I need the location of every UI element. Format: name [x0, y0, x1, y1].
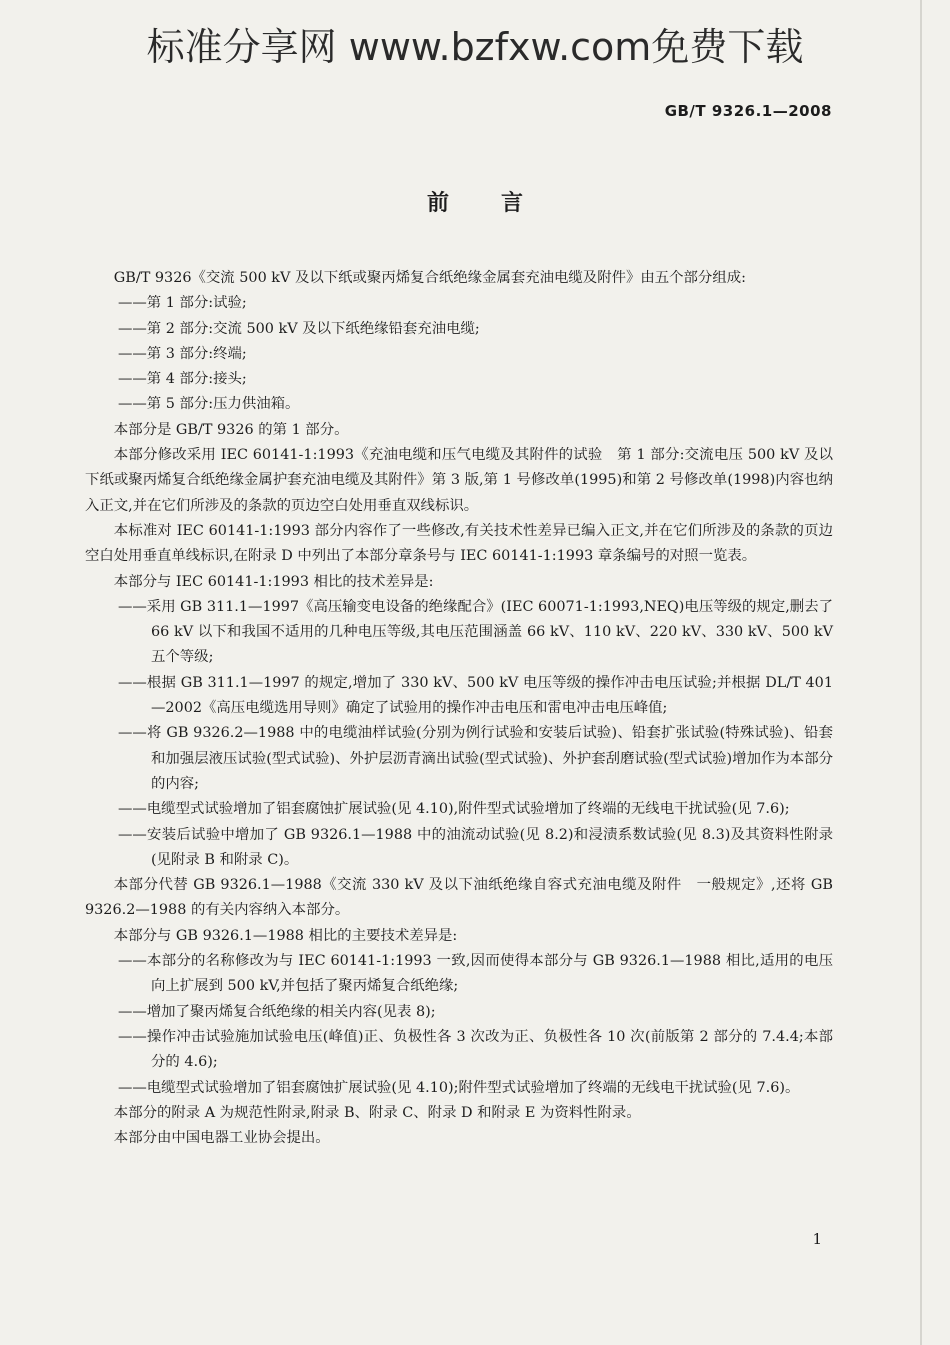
- paragraph: 本部分的附录 A 为规范性附录,附录 B、附录 C、附录 D 和附录 E 为资料性附录。: [113, 1104, 641, 1121]
- list-item: ——操作冲击试验施加试验电压(峰值)正、负极性各 3 次改为正、负极性各 10 次(前版第 2 部分的 7.4.4;本部分的 4.6);: [118, 1028, 833, 1071]
- list-item: ——第 4 部分:接头;: [118, 371, 247, 388]
- list-item: ——电缆型式试验增加了铝套腐蚀扩展试验(见 4.10),附件型式试验增加了终端的无线电干扰试验(见 7.6);: [118, 801, 790, 818]
- page-edge-divider: [920, 0, 922, 1345]
- standard-code: GB/T 9326.1—2008: [664, 102, 832, 120]
- paragraph: 本标准对 IEC 60141-1:1993 部分内容作了一些修改,有关技术性差异已编入正文,并在它们所涉及的条款的页边空白处用垂直单线标识,在附录 D 中列出了本部分章条号与 IEC 60141-1:1993 章条编号的对照一览表。: [85, 522, 833, 565]
- paragraph: 本部分是 GB/T 9326 的第 1 部分。: [113, 421, 349, 438]
- list-item: ——本部分的名称修改为与 IEC 60141-1:1993 一致,因而使得本部分与 GB 9326.1—1988 相比,适用的电压向上扩展到 500 kV,并包括了聚丙烯复合纸绝缘;: [118, 953, 833, 995]
- page-title: 前言: [426, 190, 575, 216]
- list-item: ——采用 GB 311.1—1997《高压输变电设备的绝缘配合》(IEC 60071-1:1993,NEQ)电压等级的规定,删去了 66 kV 以下和我国不适用的几种电压等级,其电压范围涵盖 66 kV、110 kV、220 kV、330 kV、500 kV 五个等级;: [118, 598, 833, 666]
- paragraph: GB/T 9326《交流 500 kV 及以下纸或聚丙烯复合纸绝缘金属套充油电缆及附件》由五个部分组成:: [113, 270, 746, 286]
- paragraph: 本部分代替 GB 9326.1—1988《交流 330 kV 及以下油纸绝缘自容式充油电缆及附件 一般规定》,还将 GB 9326.2—1988 的有关内容纳入本部分。: [85, 877, 833, 919]
- list-item: ——第 2 部分:交流 500 kV 及以下纸绝缘铅套充油电缆;: [118, 320, 480, 337]
- list-item: ——第 3 部分:终端;: [118, 345, 247, 362]
- watermark-banner: 标准分享网 www.bzfxw.com免费下载: [146, 25, 804, 69]
- paragraph: 本部分由中国电器工业协会提出。: [113, 1130, 330, 1147]
- list-item: ——将 GB 9326.2—1988 中的电缆油样试验(分别为例行试验和安装后试验)、铅套扩张试验(特殊试验)、铅套和加强层液压试验(型式试验)、外护层沥青滴出试验(型式试验)、外护套刮磨试验(型式试验)增加作为本部分的内容;: [118, 725, 833, 792]
- page-number: 1: [812, 1230, 822, 1248]
- list-item: ——根据 GB 311.1—1997 的规定,增加了 330 kV、500 kV 电压等级的操作冲击电压试验;并根据 DL/T 401—2002《高压电缆选用导则》确定了试验用的操作冲击电压和雷电冲击电压峰值;: [118, 674, 833, 717]
- paragraph: 本部分修改采用 IEC 60141-1:1993《充油电缆和压气电缆及其附件的试验 第 1 部分:交流电压 500 kV 及以下纸或聚丙烯复合纸绝缘金属护套充油电缆及其附件》第 3 版,第 1 号修改单(1995)和第 2 号修改单(1998)内容也纳入正文,并在它们所涉及的条款的页边空白处用垂直双线标识。: [85, 447, 833, 514]
- list-item: ——第 5 部分:压力供油箱。: [118, 396, 300, 413]
- foreword-body: [85, 266, 833, 1151]
- list-item: ——增加了聚丙烯复合纸绝缘的相关内容(见表 8);: [118, 1003, 436, 1020]
- list-item: ——第 1 部分:试验;: [118, 295, 247, 312]
- paragraph: 本部分与 IEC 60141-1:1993 相比的技术差异是:: [113, 573, 434, 590]
- paragraph: 本部分与 GB 9326.1—1988 相比的主要技术差异是:: [113, 927, 458, 944]
- list-item: ——安装后试验中增加了 GB 9326.1—1988 中的油流动试验(见 8.2)和浸渍系数试验(见 8.3)及其资料性附录(见附录 B 和附录 C)。: [118, 826, 833, 868]
- list-item: ——电缆型式试验增加了铝套腐蚀扩展试验(见 4.10);附件型式试验增加了终端的无线电干扰试验(见 7.6)。: [118, 1079, 800, 1096]
